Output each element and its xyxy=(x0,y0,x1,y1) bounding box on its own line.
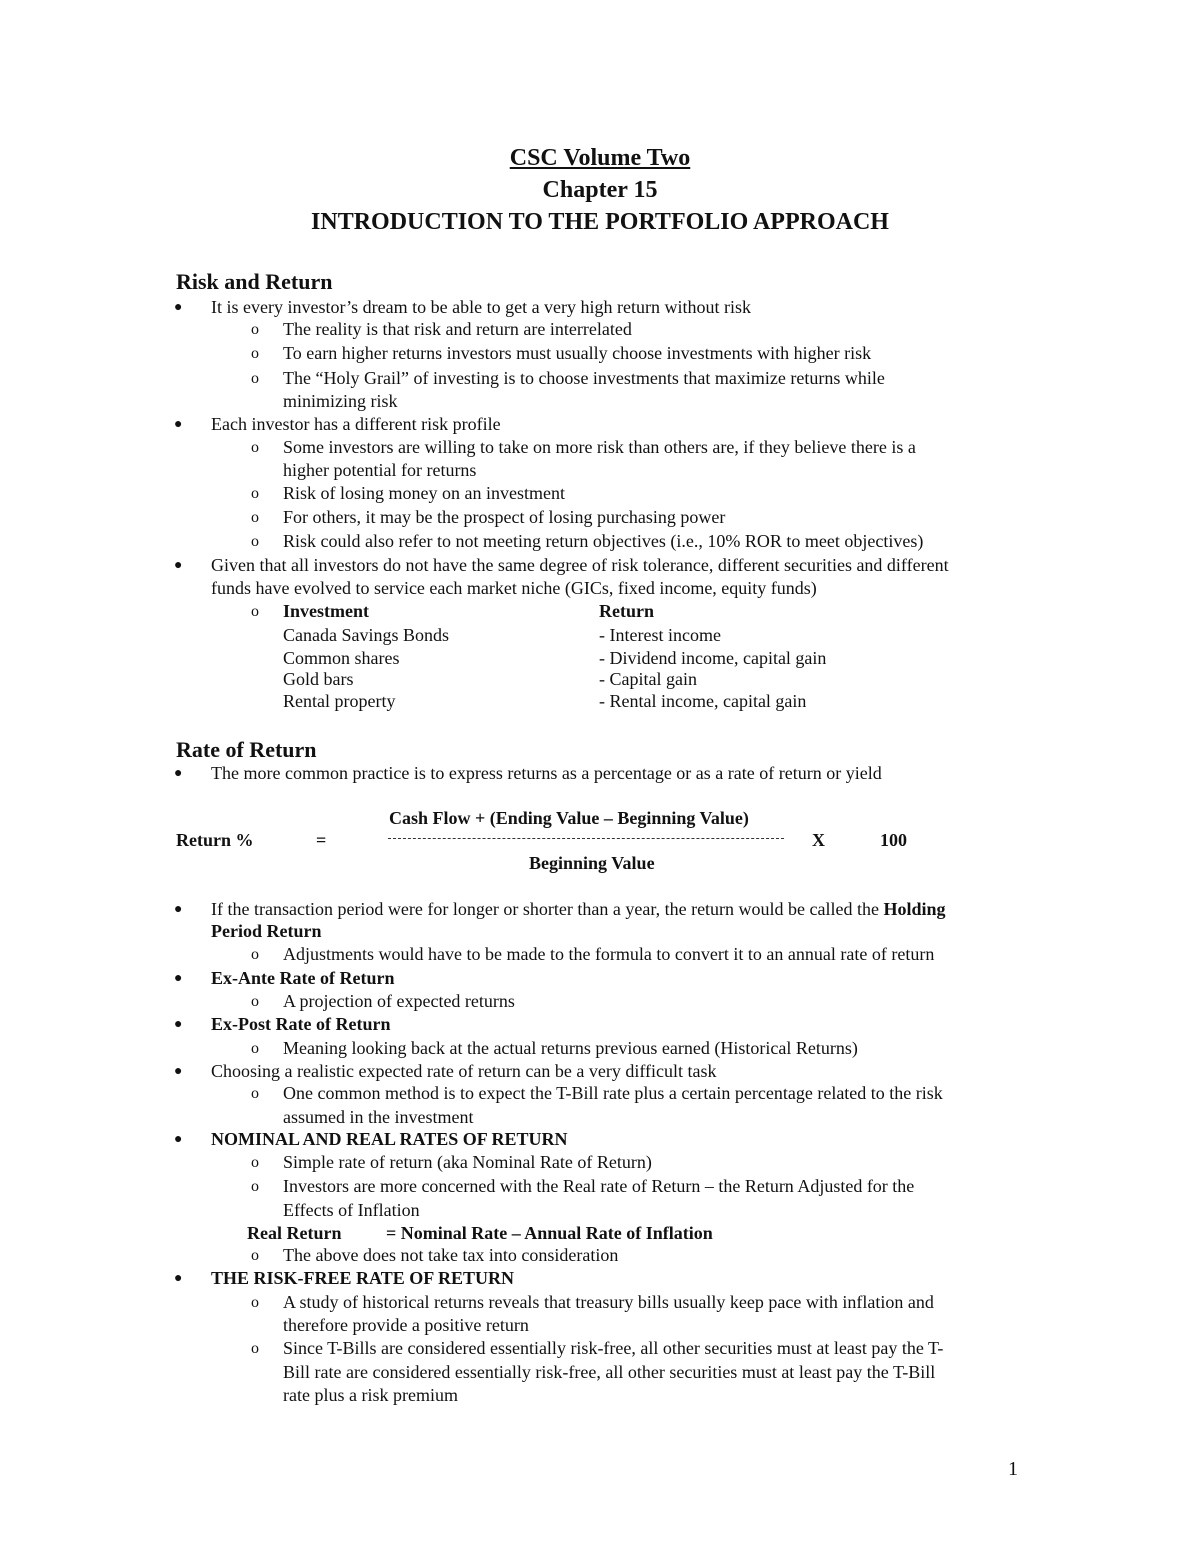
list-item: THE RISK-FREE RATE OF RETURN xyxy=(211,1268,515,1288)
list-item-continuation: Effects of Inflation xyxy=(283,1200,420,1220)
sub-bullet-icon: o xyxy=(251,509,259,526)
list-item: A study of historical returns reveals that treasury bills usually keep pace with inflation and xyxy=(283,1292,934,1312)
list-item xyxy=(211,898,946,921)
list-item: Risk of losing money on an investment xyxy=(283,483,565,503)
formula-lhs: Return % xyxy=(176,830,254,850)
bullet-icon: ● xyxy=(174,1017,183,1032)
sub-bullet-icon: o xyxy=(251,1085,259,1102)
section-heading-risk: Risk and Return xyxy=(176,269,333,294)
bullet-icon: ● xyxy=(174,971,183,986)
formula-factor: 100 xyxy=(880,830,907,850)
real-return-label: Real Return xyxy=(247,1223,342,1243)
list-item: Given that all investors do not have the same degree of risk tolerance, different securities and different xyxy=(211,555,949,575)
topic-title: INTRODUCTION TO THE PORTFOLIO APPROACH xyxy=(311,209,889,235)
sub-bullet-icon: o xyxy=(251,1294,259,1311)
list-item-text: If the transaction period were for longer or shorter than a year, the return would be called the xyxy=(211,899,884,919)
sub-bullet-icon: o xyxy=(251,370,259,387)
list-item: Ex-Post Rate of Return xyxy=(211,1014,391,1034)
list-item: Each investor has a different risk profile xyxy=(211,414,501,434)
fraction-line xyxy=(388,838,784,839)
sub-bullet-icon: o xyxy=(251,439,259,456)
bullet-icon: ● xyxy=(174,1271,183,1286)
list-item-continuation: rate plus a risk premium xyxy=(283,1385,458,1405)
list-item-continuation: therefore provide a positive return xyxy=(283,1315,529,1335)
list-item: Risk could also refer to not meeting return objectives (i.e., 10% ROR to meet objectives) xyxy=(283,531,924,551)
list-item: Simple rate of return (aka Nominal Rate of Return) xyxy=(283,1152,652,1172)
formula-denominator: Beginning Value xyxy=(529,853,655,873)
list-item: The “Holy Grail” of investing is to choose investments that maximize returns while xyxy=(283,368,885,388)
sub-bullet-icon: o xyxy=(251,1040,259,1057)
table-header-return: Return xyxy=(599,601,654,621)
sub-bullet-icon: o xyxy=(251,1247,259,1264)
sub-bullet-icon: o xyxy=(251,993,259,1010)
formula-equals: = xyxy=(316,830,327,850)
sub-bullet-icon: o xyxy=(251,1178,259,1195)
table-cell-investment: Gold bars xyxy=(283,669,354,689)
table-cell-investment: Canada Savings Bonds xyxy=(283,625,449,645)
list-item: Since T-Bills are considered essentially risk-free, all other securities must at least pay the T- xyxy=(283,1338,944,1358)
volume-title: CSC Volume Two xyxy=(509,145,691,171)
list-item-continuation: funds have evolved to service each market niche (GICs, fixed income, equity funds) xyxy=(211,578,817,598)
formula-times: X xyxy=(812,830,825,850)
bullet-icon: ● xyxy=(174,558,183,573)
formula-numerator: Cash Flow + (Ending Value – Beginning Value) xyxy=(389,808,749,828)
list-item: Investors are more concerned with the Real rate of Return – the Return Adjusted for the xyxy=(283,1176,915,1196)
list-item-continuation: minimizing risk xyxy=(283,391,398,411)
list-item-continuation: higher potential for returns xyxy=(283,460,477,480)
table-cell-investment: Rental property xyxy=(283,691,396,711)
table-cell-investment: Common shares xyxy=(283,648,400,668)
list-item: NOMINAL AND REAL RATES OF RETURN xyxy=(211,1129,568,1149)
list-item: Choosing a realistic expected rate of return can be a very difficult task xyxy=(211,1061,717,1081)
sub-bullet-icon: o xyxy=(251,1154,259,1171)
list-item: It is every investor’s dream to be able to get a very high return without risk xyxy=(211,297,752,317)
list-item: The above does not take tax into consideration xyxy=(283,1245,619,1265)
list-item: Meaning looking back at the actual returns previous earned (Historical Returns) xyxy=(283,1038,858,1058)
bullet-icon: ● xyxy=(174,766,183,781)
table-cell-return: - Rental income, capital gain xyxy=(599,691,807,711)
bullet-icon: ● xyxy=(174,1064,183,1079)
table-header-investment: Investment xyxy=(283,601,369,621)
chapter-title: Chapter 15 xyxy=(542,177,658,203)
list-item-continuation: assumed in the investment xyxy=(283,1107,474,1127)
list-item: For others, it may be the prospect of losing purchasing power xyxy=(283,507,726,527)
table-cell-return: - Dividend income, capital gain xyxy=(599,648,827,668)
list-item-bold-term: Holding xyxy=(883,899,946,919)
bullet-icon: ● xyxy=(174,902,183,917)
list-item-continuation: Bill rate are considered essentially risk-free, all other securities must at least pay the T-Bill xyxy=(283,1362,936,1382)
list-item: One common method is to expect the T-Bill rate plus a certain percentage related to the risk xyxy=(283,1083,943,1103)
list-item: Adjustments would have to be made to the formula to convert it to an annual rate of return xyxy=(283,944,935,964)
page-number: 1 xyxy=(1008,1458,1018,1480)
table-cell-return: - Capital gain xyxy=(599,669,697,689)
sub-bullet-icon: o xyxy=(251,946,259,963)
section-heading-rate: Rate of Return xyxy=(176,737,317,762)
list-item: Some investors are willing to take on more risk than others are, if they believe there is a xyxy=(283,437,916,457)
list-item: The more common practice is to express returns as a percentage or as a rate of return or yield xyxy=(211,763,882,783)
sub-bullet-icon: o xyxy=(251,603,259,620)
list-item: A projection of expected returns xyxy=(283,991,515,1011)
table-cell-return: - Interest income xyxy=(599,625,721,645)
sub-bullet-icon: o xyxy=(251,533,259,550)
sub-bullet-icon: o xyxy=(251,345,259,362)
sub-bullet-icon: o xyxy=(251,321,259,338)
sub-bullet-icon: o xyxy=(251,1340,259,1357)
bullet-icon: ● xyxy=(174,417,183,432)
list-item: Ex-Ante Rate of Return xyxy=(211,968,395,988)
bullet-icon: ● xyxy=(174,1132,183,1147)
list-item: To earn higher returns investors must usually choose investments with higher risk xyxy=(283,343,872,363)
bullet-icon: ● xyxy=(174,300,183,315)
sub-bullet-icon: o xyxy=(251,485,259,502)
list-item: The reality is that risk and return are interrelated xyxy=(283,319,632,339)
list-item-continuation: Period Return xyxy=(211,921,322,941)
real-return-equation: = Nominal Rate – Annual Rate of Inflation xyxy=(386,1223,713,1243)
